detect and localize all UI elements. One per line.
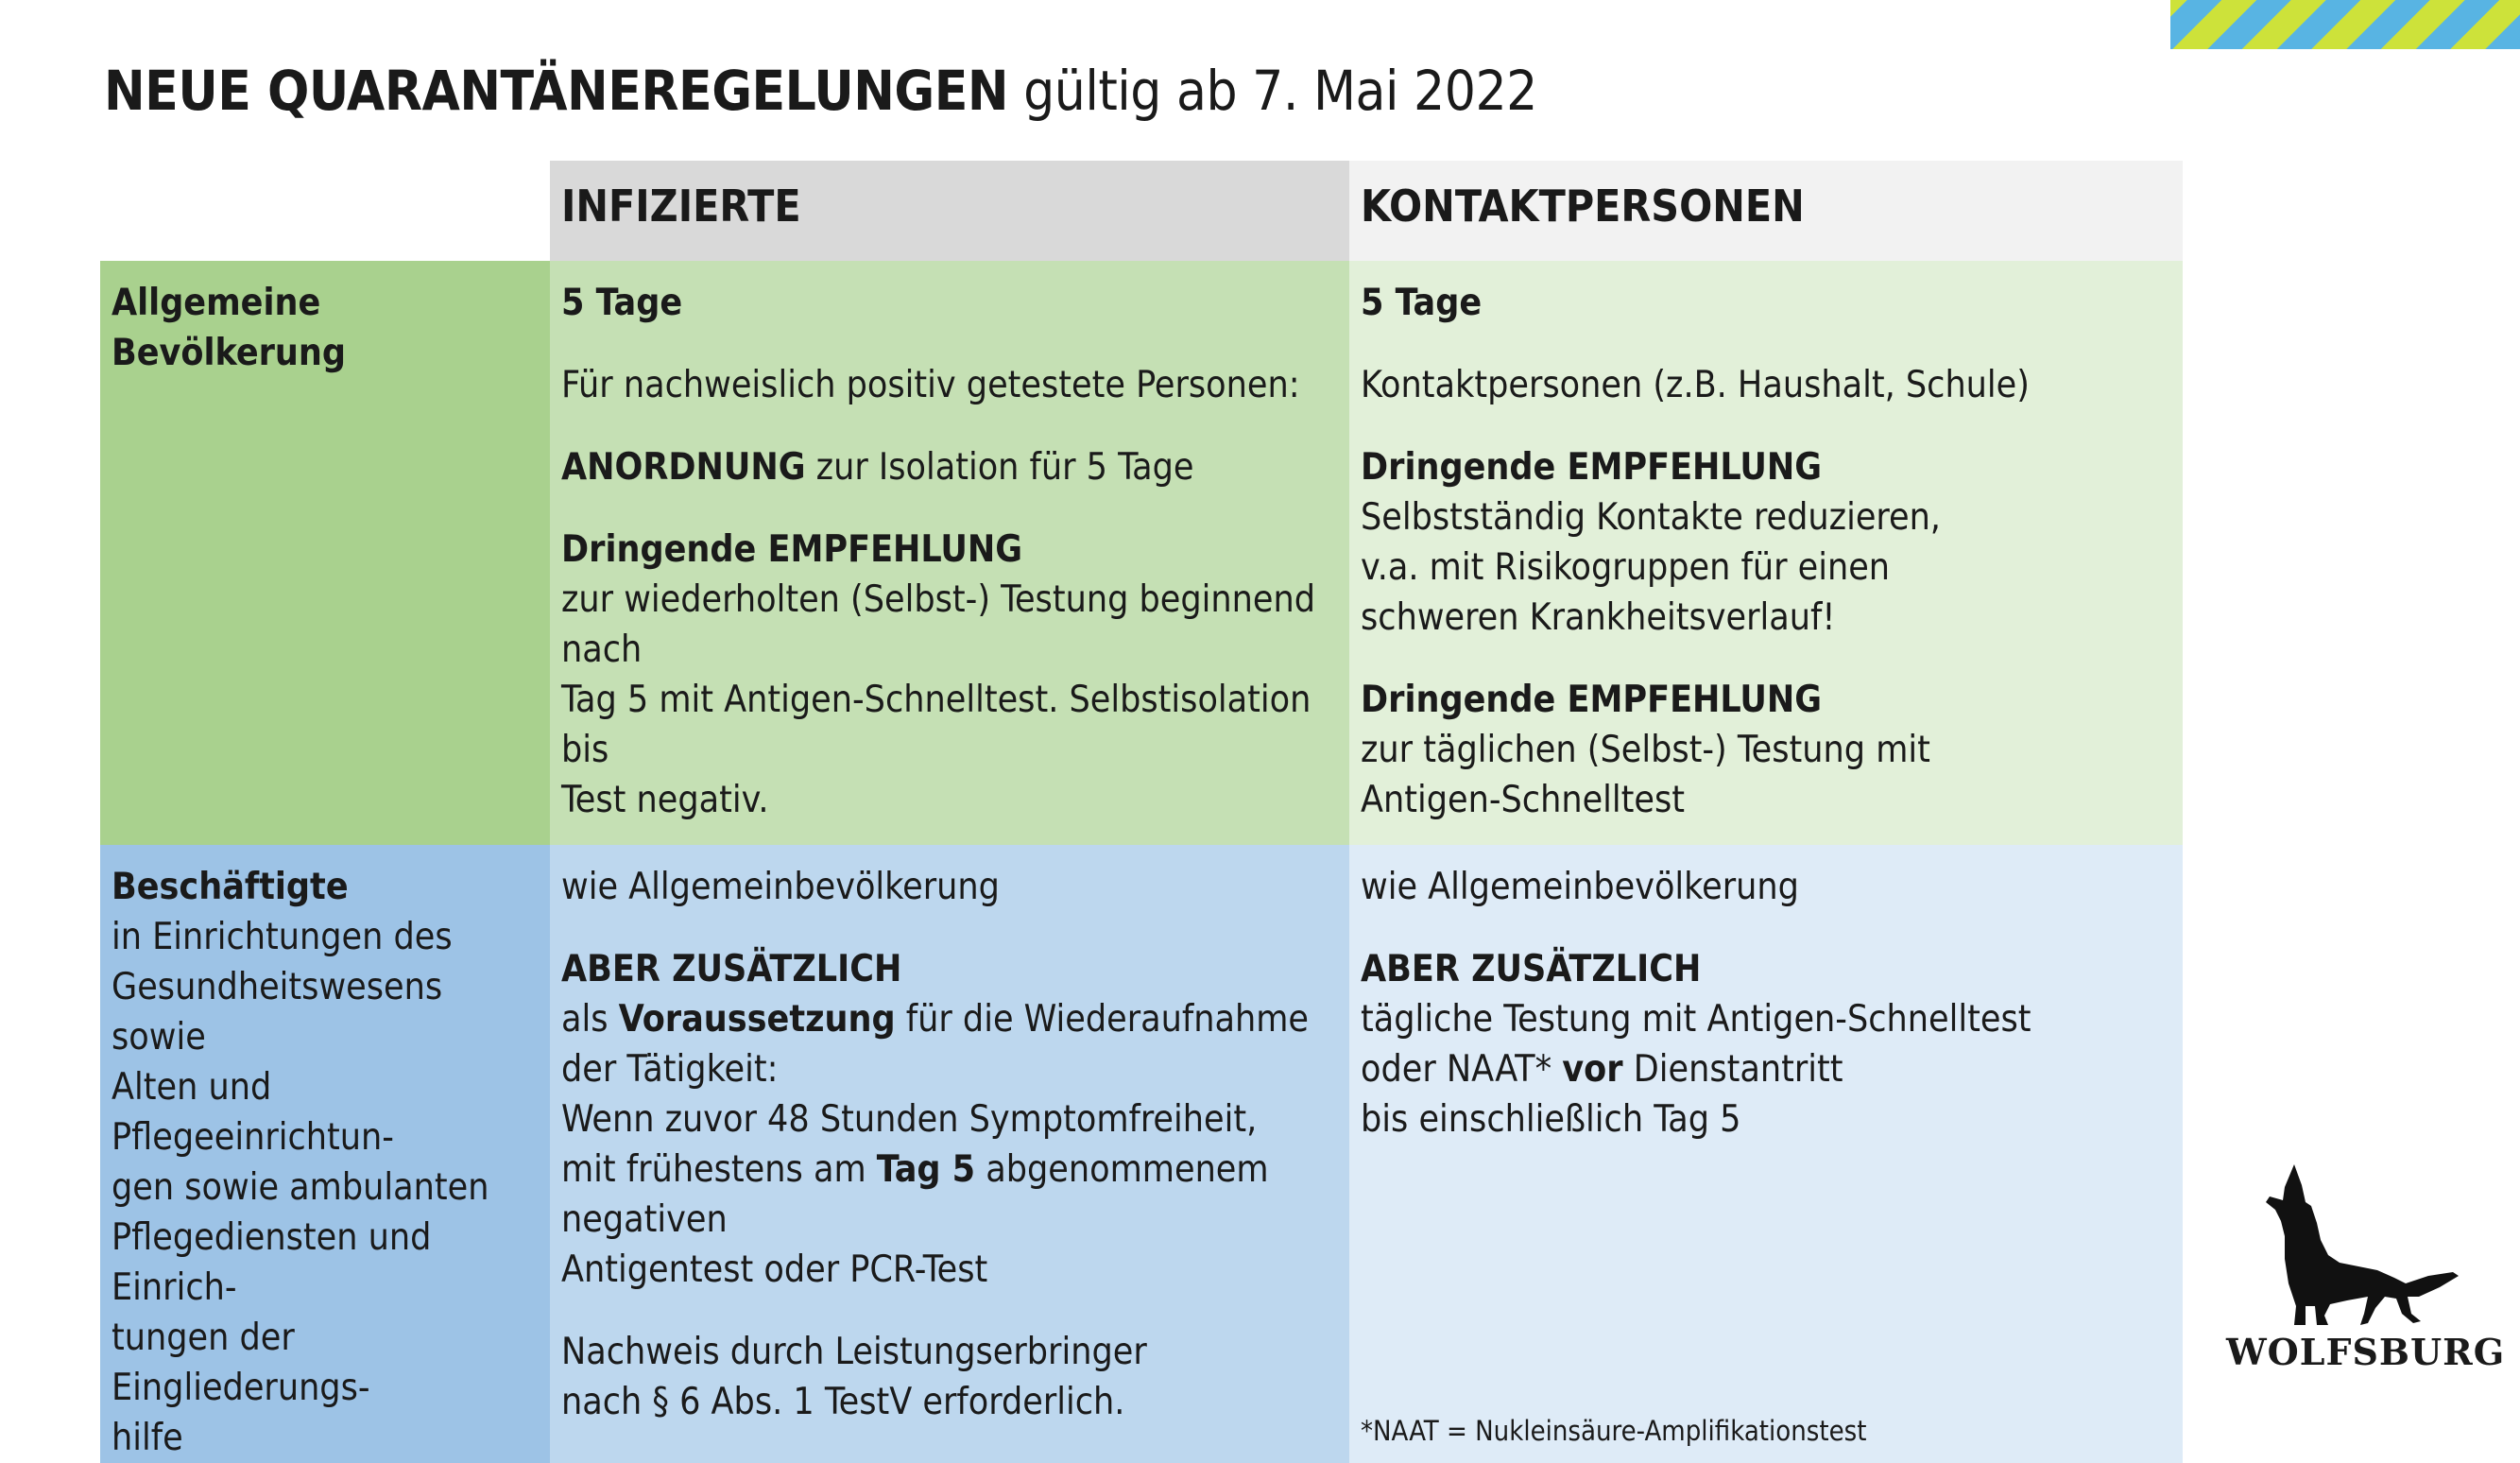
column-header-contacts: KONTAKTPERSONEN <box>1349 161 2183 261</box>
howling-wolf-icon <box>2226 1164 2462 1330</box>
row-general-population <box>100 261 2183 845</box>
title-validity: gültig ab 7. Mai 2022 <box>1023 59 1537 123</box>
logo-text: WOLFSBURG <box>2226 1331 2506 1373</box>
row-label-employees: Beschäftigte in Einrichtungen des Gesundheitswesens sowie Alten und Pflegeeinrichtun- gen sowie ambulanten Pflegediensten und Einrich- tungen der Eingliederungs- hilfe <box>100 845 550 1463</box>
footnote-naat: *NAAT = Nukleinsäure-Amplifikationstest <box>1361 1415 1867 1447</box>
wolfsburg-logo <box>2226 1164 2506 1374</box>
employees-infected-extra: ABER ZUSÄTZLICH als Voraussetzung für die Wiederaufnahme der Tätigkeit: Wenn zuvor 48 Stunden Symptomfreiheit, mit frühestens am Tag 5 abgenommenem negativen Antigentest oder PCR-Test <box>561 948 1310 1291</box>
decorative-stripes <box>2170 0 2520 49</box>
title-strong: NEUE QUARANTÄNEREGELUNGEN <box>104 59 1009 123</box>
cell-employees-contacts <box>1349 845 2183 1463</box>
table-header-row <box>100 161 2183 261</box>
general-contacts-intro: Kontaktpersonen (z.B. Haushalt, Schule) <box>1361 364 2030 406</box>
general-infected-order: ANORDNUNG zur Isolation für 5 Tage <box>561 446 1194 489</box>
employees-infected-same: wie Allgemeinbevölkerung <box>561 866 1000 908</box>
general-infected-recommendation: Dringende EMPFEHLUNG zur wiederholten (Selbst-) Testung beginnend nach Tag 5 mit Antigen-Schnelltest. Selbstisolation bis Test negativ. <box>561 528 1315 821</box>
cell-general-contacts <box>1349 261 2183 845</box>
row-employees <box>100 845 2183 1463</box>
general-label: Allgemeine Bevölkerung <box>111 282 347 374</box>
cell-employees-infected <box>550 845 1349 1463</box>
header-corner <box>100 161 550 261</box>
general-infected-days: 5 Tage <box>561 282 683 324</box>
page-title <box>104 59 1537 125</box>
general-contacts-days: 5 Tage <box>1361 282 1483 324</box>
row-label-general <box>100 261 550 845</box>
employees-label-title: Beschäftigte <box>111 866 349 908</box>
quarantine-rules-table <box>100 161 2183 1463</box>
column-header-infected: INFIZIERTE <box>550 161 1349 261</box>
general-infected-intro: Für nachweislich positiv getestete Personen: <box>561 364 1300 406</box>
employees-contacts-extra: ABER ZUSÄTZLICH tägliche Testung mit Antigen-Schnelltest oder NAAT* vor Dienstantritt bis einschließlich Tag 5 <box>1361 948 2031 1141</box>
general-contacts-recommendation-1: Dringende EMPFEHLUNG Selbstständig Kontakte reduzieren, v.a. mit Risikogruppen für einen schweren Krankheitsverlauf! <box>1361 446 1941 639</box>
employees-contacts-same: wie Allgemeinbevölkerung <box>1361 866 1799 908</box>
employees-infected-proof: Nachweis durch Leistungserbringer nach § 6 Abs. 1 TestV erforderlich. <box>561 1331 1147 1423</box>
cell-general-infected <box>550 261 1349 845</box>
general-contacts-recommendation-2: Dringende EMPFEHLUNG zur täglichen (Selbst-) Testung mit Antigen-Schnelltest <box>1361 679 1930 821</box>
